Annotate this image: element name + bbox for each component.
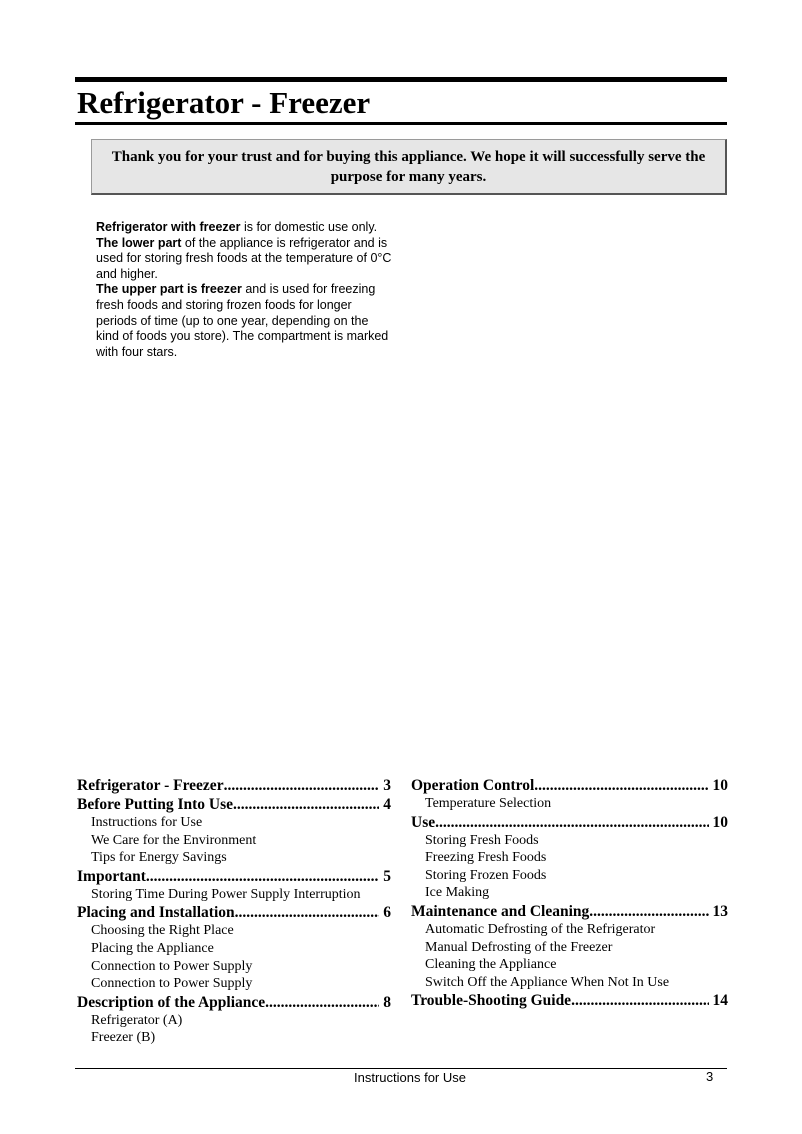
toc-entry[interactable] (77, 903, 391, 922)
intro-bold: The upper part is freezer (96, 282, 242, 297)
toc-entry[interactable] (77, 867, 391, 886)
toc-entry-title: Placing and Installation (77, 904, 235, 922)
toc-entry[interactable] (77, 776, 391, 795)
toc-right-column (411, 776, 728, 1010)
toc-leader-dots (224, 776, 380, 795)
toc-entry-title: Use (411, 813, 436, 831)
toc-subentry[interactable]: Cleaning the Appliance (425, 957, 557, 973)
intro-body: and is used for freezing fresh foods and storing frozen foods for longer periods of time (up to one year, depending on the kind of foods you store). The compartment is marked with four stars. (96, 282, 389, 359)
toc-entry[interactable] (411, 991, 728, 1010)
toc-leader-dots (589, 902, 708, 921)
toc-subentry[interactable]: Refrigerator (A) (91, 1012, 183, 1028)
intro-body: is for domestic use only. (240, 220, 378, 234)
toc-entry-page: 5 (383, 867, 391, 885)
toc-leader-dots (571, 991, 708, 1010)
intro-paragraph (96, 220, 394, 236)
title-underline (75, 122, 727, 125)
intro-body: of the appliance is refrigerator and is used for storing fresh foods at the temperature of 0°C and higher. (96, 235, 392, 281)
toc-leader-dots (146, 867, 379, 886)
toc-subentry[interactable]: Ice Making (425, 885, 490, 901)
toc-entry-title: Before Putting Into Use (77, 796, 233, 813)
toc-subentry[interactable]: Connection to Power Supply (91, 976, 253, 992)
toc-subentry[interactable]: Storing Time During Power Supply Interruption (91, 886, 361, 902)
thank-you-banner (91, 139, 727, 195)
toc-leader-dots (435, 813, 708, 832)
toc-leader-dots (233, 795, 379, 814)
toc-entry-page: 3 (383, 777, 391, 794)
toc-subentry[interactable]: Freezing Fresh Foods (425, 850, 547, 866)
toc-entry-title: Refrigerator - Freezer (77, 777, 224, 794)
toc-subentry[interactable]: Switch Off the Appliance When Not In Use (425, 974, 670, 990)
toc-subentry[interactable]: Storing Fresh Foods (425, 832, 539, 848)
toc-entry-title: Important (77, 867, 146, 885)
footer-rule (75, 1068, 727, 1069)
toc-entry-page: 6 (383, 904, 391, 922)
intro-bold: The lower part (96, 235, 182, 250)
intro-paragraph (96, 236, 394, 283)
toc-entry[interactable] (77, 993, 391, 1012)
toc-leader-dots (265, 993, 379, 1012)
toc-entry-title: Operation Control (411, 777, 535, 794)
footer-label: Instructions for Use (354, 1070, 466, 1085)
toc-entry-title: Trouble-Shooting Guide (411, 992, 572, 1010)
intro-bold: Refrigerator with freezer (96, 220, 241, 234)
toc-subentry[interactable]: Placing the Appliance (91, 940, 214, 956)
toc-subentry[interactable]: Tips for Energy Savings (91, 850, 227, 866)
toc-entry-title: Maintenance and Cleaning (411, 902, 590, 920)
toc-subentry[interactable]: Instructions for Use (91, 815, 203, 830)
toc-leader-dots (235, 903, 380, 922)
intro-paragraph (96, 282, 394, 360)
toc-entry-page: 8 (383, 993, 391, 1011)
intro-text (96, 220, 394, 360)
toc-entry-title: Description of the Appliance (77, 993, 266, 1011)
toc-entry[interactable] (77, 795, 391, 814)
toc-left-column (77, 776, 391, 1047)
page-title: Refrigerator - Freezer (77, 85, 371, 120)
toc-entry-page: 10 (712, 777, 728, 794)
banner-text: Thank you for your trust and for buying this appliance. We hope it will successfully serve the purpose for many years. (111, 148, 706, 185)
toc-entry-page: 14 (712, 992, 728, 1010)
toc-leader-dots (534, 776, 708, 795)
top-rule (75, 77, 727, 82)
toc-entry-page: 4 (383, 796, 391, 813)
toc-entry[interactable] (411, 902, 728, 921)
footer-page-number: 3 (706, 1069, 714, 1084)
toc-subentry[interactable]: Connection to Power Supply (91, 958, 253, 974)
toc-subentry[interactable]: Choosing the Right Place (91, 923, 234, 939)
toc-subentry[interactable]: Automatic Defrosting of the Refrigerator (425, 921, 656, 937)
toc-entry[interactable] (411, 776, 728, 795)
toc-entry[interactable] (411, 813, 728, 832)
toc-subentry[interactable]: Temperature Selection (425, 796, 552, 811)
toc-subentry[interactable]: Manual Defrosting of the Freezer (425, 939, 613, 955)
toc-entry-page: 13 (712, 902, 728, 920)
toc-entry-page: 10 (712, 813, 728, 831)
toc-subentry[interactable]: Freezer (B) (91, 1030, 156, 1046)
toc-subentry[interactable]: Storing Frozen Foods (425, 867, 547, 883)
toc-subentry[interactable]: We Care for the Environment (91, 832, 257, 848)
